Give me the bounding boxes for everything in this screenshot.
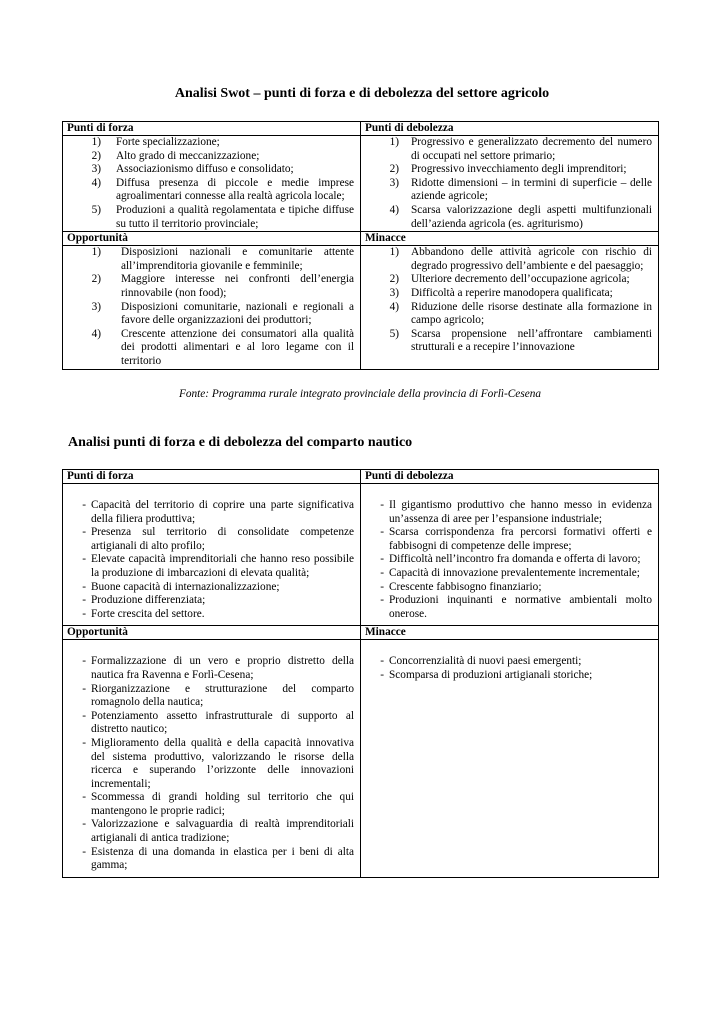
list-item xyxy=(361,246,658,273)
header-opportunities: Opportunità xyxy=(63,232,361,246)
nautical-swot-title: Analisi punti di forza e di debolezza del comparto nautico xyxy=(68,435,413,450)
item-number: 1) xyxy=(389,136,399,148)
strengths-cell xyxy=(63,136,361,232)
item-text: Formalizzazione di un vero e proprio distretto della nautica fra Ravenna e Forlì-Cesena; xyxy=(91,655,354,681)
item-text: Difficoltà a reperire manodopera qualificata; xyxy=(411,286,613,299)
header-strengths: Punti di forza xyxy=(63,470,361,484)
list-item xyxy=(63,328,360,369)
dash-bullet: - xyxy=(82,682,86,695)
item-number: 2) xyxy=(91,273,101,286)
list-item xyxy=(63,608,360,622)
header-weaknesses: Punti di debolezza xyxy=(361,470,659,484)
list-item xyxy=(63,150,360,164)
list-item xyxy=(63,273,360,300)
list-item xyxy=(63,710,360,737)
dash-bullet: - xyxy=(82,655,86,668)
list-item xyxy=(63,594,360,608)
item-text: Progressivo invecchiamento degli imprenditori; xyxy=(411,163,627,176)
threats-cell xyxy=(361,246,659,369)
threats-list xyxy=(361,655,658,682)
dash-bullet: - xyxy=(380,668,384,681)
list-item xyxy=(361,328,658,355)
item-text: Riorganizzazione e strutturazione del comparto romagnolo della nautica; xyxy=(91,682,354,709)
threats-list xyxy=(361,246,658,355)
item-number: 4) xyxy=(91,176,101,189)
item-text: Presenza sul territorio di consolidate competenze artigianali di alto profilo; xyxy=(91,526,354,552)
item-number: 3) xyxy=(389,176,399,189)
list-item xyxy=(63,246,360,273)
list-item xyxy=(361,581,658,595)
dash-bullet: - xyxy=(82,791,86,804)
item-text: Riduzione delle risorse destinate alla formazione in campo agricolo; xyxy=(411,300,652,327)
list-item xyxy=(361,136,658,163)
item-text: Scommessa di grandi holding sul territorio che qui mantengono le proprie radici; xyxy=(91,791,354,817)
list-item xyxy=(63,655,360,682)
list-item xyxy=(63,301,360,328)
item-number: 1) xyxy=(389,246,399,259)
item-text: Disposizioni nazionali e comunitarie attente all’imprenditoria giovanile e femminile; xyxy=(121,246,354,272)
list-item xyxy=(63,177,360,204)
weaknesses-list xyxy=(361,136,658,231)
dash-bullet: - xyxy=(82,818,86,831)
weaknesses-list xyxy=(361,499,658,621)
item-text: Disposizioni comunitarie, nazionali e regionali a favore delle organizzazioni dei produttori; xyxy=(121,300,354,327)
item-text: Capacità del territorio di coprire una parte significativa della filiera produttiva; xyxy=(91,499,354,525)
strengths-cell xyxy=(63,484,361,626)
item-text: Scarsa corrispondenza fra percorsi formativi offerti e fabbisogni di competenze delle imprese; xyxy=(389,526,652,552)
list-item xyxy=(63,818,360,845)
opportunities-cell xyxy=(63,246,361,369)
item-number: 3) xyxy=(389,286,399,299)
item-number: 1) xyxy=(91,136,101,148)
nautical-swot-table xyxy=(62,469,659,878)
item-text: Concorrenzialità di nuovi paesi emergenti; xyxy=(389,655,582,668)
item-text: Elevate capacità imprenditoriali che hanno reso possibile la produzione di imbarcazioni di elevata qualità; xyxy=(91,553,354,579)
dash-bullet: - xyxy=(380,580,384,593)
item-text: Abbandono delle attività agricole con rischio di degrado progressivo dell’ambiente e del paesaggio; xyxy=(411,246,652,272)
dash-bullet: - xyxy=(82,553,86,566)
weaknesses-cell xyxy=(361,136,659,232)
source-caption: Fonte: Programma rurale integrato provinciale della provincia di Forlì-Cesena xyxy=(178,388,542,400)
list-item xyxy=(361,594,658,621)
item-number: 1) xyxy=(91,246,101,259)
list-item xyxy=(63,846,360,873)
header-opportunities: Opportunità xyxy=(63,626,361,640)
item-number: 3) xyxy=(91,300,101,313)
list-item xyxy=(63,683,360,710)
opportunities-list xyxy=(63,655,360,873)
item-text: Capacità di innovazione prevalentemente incrementale; xyxy=(389,566,640,579)
list-item xyxy=(63,526,360,553)
list-item xyxy=(361,204,658,231)
dash-bullet: - xyxy=(380,594,384,607)
item-text: Ulteriore decremento dell’occupazione agricola; xyxy=(411,273,630,286)
list-item xyxy=(361,526,658,553)
list-item xyxy=(361,163,658,177)
dash-bullet: - xyxy=(82,499,86,511)
list-item xyxy=(361,301,658,328)
dash-bullet: - xyxy=(82,845,86,858)
item-text: Valorizzazione e salvaguardia di realtà imprenditoriali artigianali di antica tradizione; xyxy=(91,818,354,845)
item-text: Associazionismo diffuso e consolidato; xyxy=(116,163,294,176)
item-number: 5) xyxy=(389,327,399,340)
list-item xyxy=(63,204,360,231)
item-text: Progressivo e generalizzato decremento del numero di occupati nel settore primario; xyxy=(411,136,652,162)
item-text: Potenziamento assetto infrastrutturale di supporto al distretto nautico; xyxy=(91,709,354,736)
dash-bullet: - xyxy=(82,607,86,620)
header-threats: Minacce xyxy=(361,626,659,640)
list-item xyxy=(63,499,360,526)
item-text: Scarsa propensione nell’affrontare cambiamenti strutturali e a recepire l’innovazione xyxy=(411,327,652,354)
strengths-list xyxy=(63,136,360,231)
item-text: Ridotte dimensioni – in termini di superficie – delle aziende agricole; xyxy=(411,176,652,203)
item-text: Buone capacità di internazionalizzazione; xyxy=(91,580,280,593)
item-text: Produzione differenziata; xyxy=(91,594,206,607)
dash-bullet: - xyxy=(82,580,86,593)
item-number: 3) xyxy=(91,163,101,176)
item-number: 2) xyxy=(389,273,399,286)
item-text: Crescente fabbisogno finanziario; xyxy=(389,580,542,593)
dash-bullet: - xyxy=(380,526,384,539)
list-item xyxy=(361,567,658,581)
item-text: Scarsa valorizzazione degli aspetti multifunzionali dell’azienda agricola (es. agriturismo) xyxy=(411,203,652,230)
item-text: Forte crescita del settore. xyxy=(91,607,205,620)
list-item xyxy=(63,163,360,177)
item-number: 5) xyxy=(91,203,101,216)
agriculture-swot-title: Analisi Swot – punti di forza e di debolezza del settore agricolo xyxy=(174,86,550,101)
opportunities-list xyxy=(63,246,360,368)
item-text: Esistenza di una domanda in elastica per i beni di alta gamma; xyxy=(91,845,354,872)
list-item xyxy=(361,499,658,526)
item-text: Produzioni inquinanti e normative ambientali molto onerose. xyxy=(389,594,652,620)
dash-bullet: - xyxy=(82,709,86,722)
list-item xyxy=(361,655,658,669)
list-item xyxy=(361,669,658,683)
item-text: Scomparsa di produzioni artigianali storiche; xyxy=(389,668,593,681)
weaknesses-cell xyxy=(361,484,659,626)
dash-bullet: - xyxy=(380,655,384,668)
list-item xyxy=(361,553,658,567)
threats-cell xyxy=(361,640,659,878)
dash-bullet: - xyxy=(380,566,384,579)
list-item xyxy=(63,791,360,818)
item-number: 4) xyxy=(389,300,399,313)
item-number: 2) xyxy=(389,163,399,176)
opportunities-cell xyxy=(63,640,361,878)
item-text: Diffusa presenza di piccole e medie imprese agroalimentari connesse alla realtà agricola locale; xyxy=(116,176,354,203)
header-strengths: Punti di forza xyxy=(63,122,361,136)
dash-bullet: - xyxy=(82,736,86,749)
item-text: Il gigantismo produttivo che hanno messo in evidenza un’assenza di aree per l’espansione industriale; xyxy=(389,499,652,525)
list-item xyxy=(361,273,658,287)
item-text: Produzioni a qualità regolamentata e tipiche diffuse su tutto il territorio provinciale; xyxy=(116,203,354,230)
strengths-list xyxy=(63,499,360,621)
header-weaknesses: Punti di debolezza xyxy=(361,122,659,136)
list-item xyxy=(63,581,360,595)
item-text: Alto grado di meccanizzazione; xyxy=(116,149,260,162)
item-text: Crescente attenzione dei consumatori alla qualità dei prodotti alimentari e al loro legame con il territorio xyxy=(121,327,354,367)
item-text: Maggiore interesse nei confronti dell’energia rinnovabile (non food); xyxy=(121,273,354,299)
agriculture-swot-table xyxy=(62,121,659,370)
dash-bullet: - xyxy=(380,553,384,566)
item-number: 2) xyxy=(91,149,101,162)
item-text: Difficoltà nell’incontro fra domanda e offerta di lavoro; xyxy=(389,553,641,566)
list-item xyxy=(361,287,658,301)
item-number: 4) xyxy=(91,327,101,340)
list-item xyxy=(63,136,360,150)
header-threats: Minacce xyxy=(361,232,659,246)
dash-bullet: - xyxy=(380,499,384,511)
dash-bullet: - xyxy=(82,594,86,607)
item-number: 4) xyxy=(389,203,399,216)
list-item xyxy=(63,737,360,791)
item-text: Forte specializzazione; xyxy=(116,136,220,148)
list-item xyxy=(361,177,658,204)
list-item xyxy=(63,553,360,580)
dash-bullet: - xyxy=(82,526,86,539)
item-text: Miglioramento della qualità e della capacità innovativa del sistema produttivo, valorizzando le risorse della ricerca e superando l’orizzonte delle innovazioni incrementali; xyxy=(91,736,354,790)
